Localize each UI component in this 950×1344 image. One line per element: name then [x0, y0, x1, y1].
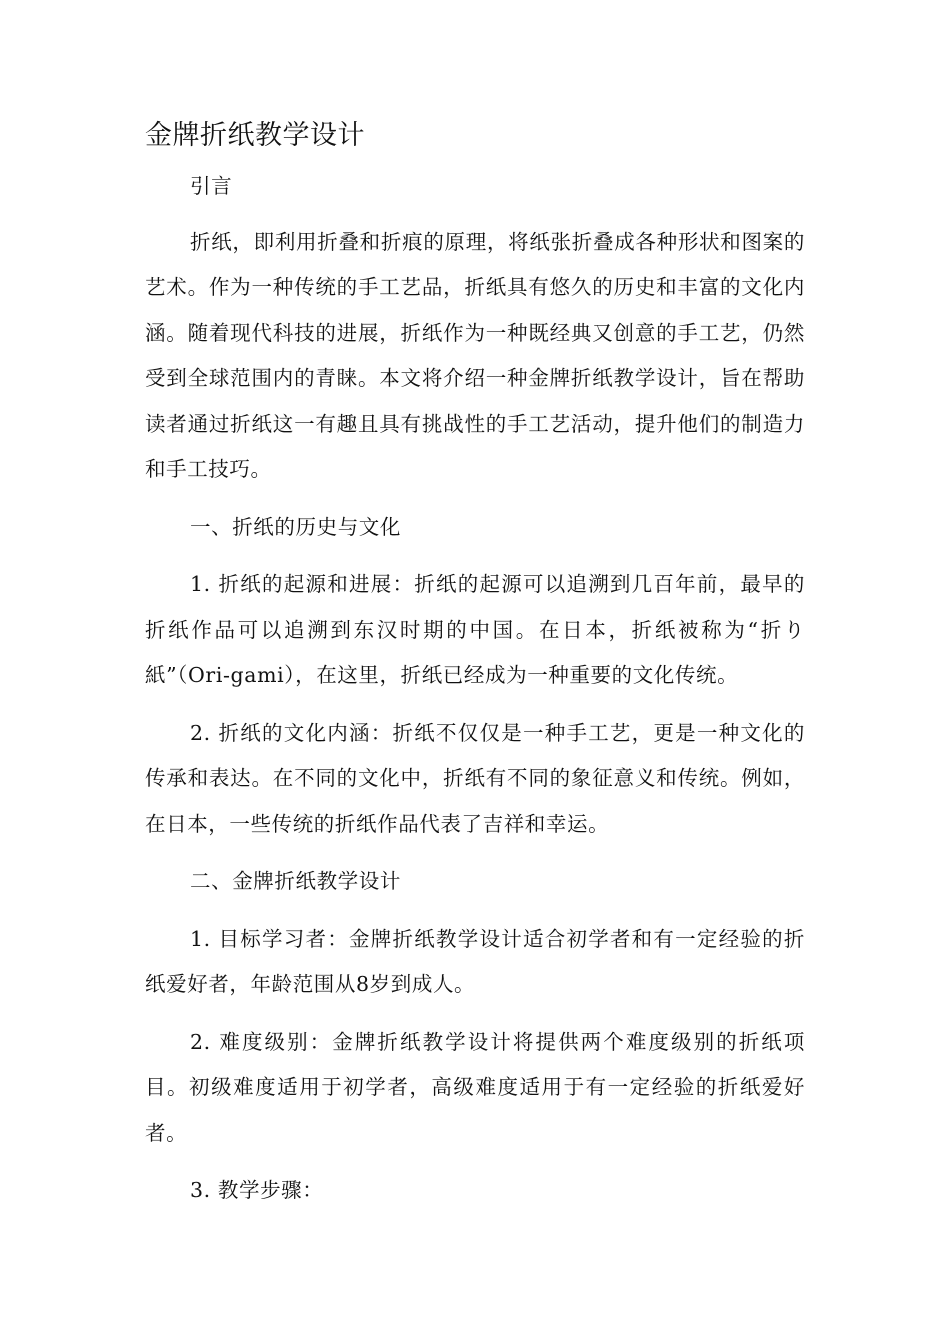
document-title: 金牌折纸教学设计 — [145, 120, 365, 151]
section2-item-2: 2. 难度级别：金牌折纸教学设计将提供两个难度级别的折纸项目。初级难度适用于初学者，高级难度适用于有一定经验的折纸爱好者。 — [145, 1029, 805, 1145]
section1-item-2: 2. 折纸的文化内涵：折纸不仅仅是一种手工艺，更是一种文化的传承和表达。在不同的文化中，折纸有不同的象征意义和传统。例如，在日本，一些传统的折纸作品代表了吉祥和幸运。 — [145, 720, 805, 836]
section1-item-1: 1. 折纸的起源和进展：折纸的起源可以追溯到几百年前，最早的折纸作品可以追溯到东汉时期的中国。在日本，折纸被称为“折り紙”（Ori-gami），在这里，折纸已经成为一种重要的文化传统。 — [145, 572, 805, 687]
intro-paragraph: 折纸，即利用折叠和折痕的原理，将纸张折叠成各种形状和图案的艺术。作为一种传统的手工艺品，折纸具有悠久的历史和丰富的文化内涵。随着现代科技的进展，折纸作为一种既经典又创意的手工艺，仍然受到全球范围内的青睐。本文将介绍一种金牌折纸教学设计，旨在帮助读者通过折纸这一有趣且具有挑战性的手工艺活动，提升他们的制造力和手工技巧。 — [145, 229, 805, 481]
intro-heading: 引言 — [190, 174, 233, 198]
section1-heading: 一、折纸的历史与文化 — [190, 514, 401, 539]
section2-item-3: 3. 教学步骤： — [190, 1178, 324, 1202]
section2-heading: 二、金牌折纸教学设计 — [190, 869, 401, 893]
section2-item-1: 1. 目标学习者：金牌折纸教学设计适合初学者和有一定经验的折纸爱好者，年龄范围从8岁到成人。 — [145, 926, 805, 996]
document-body — [145, 112, 805, 1214]
